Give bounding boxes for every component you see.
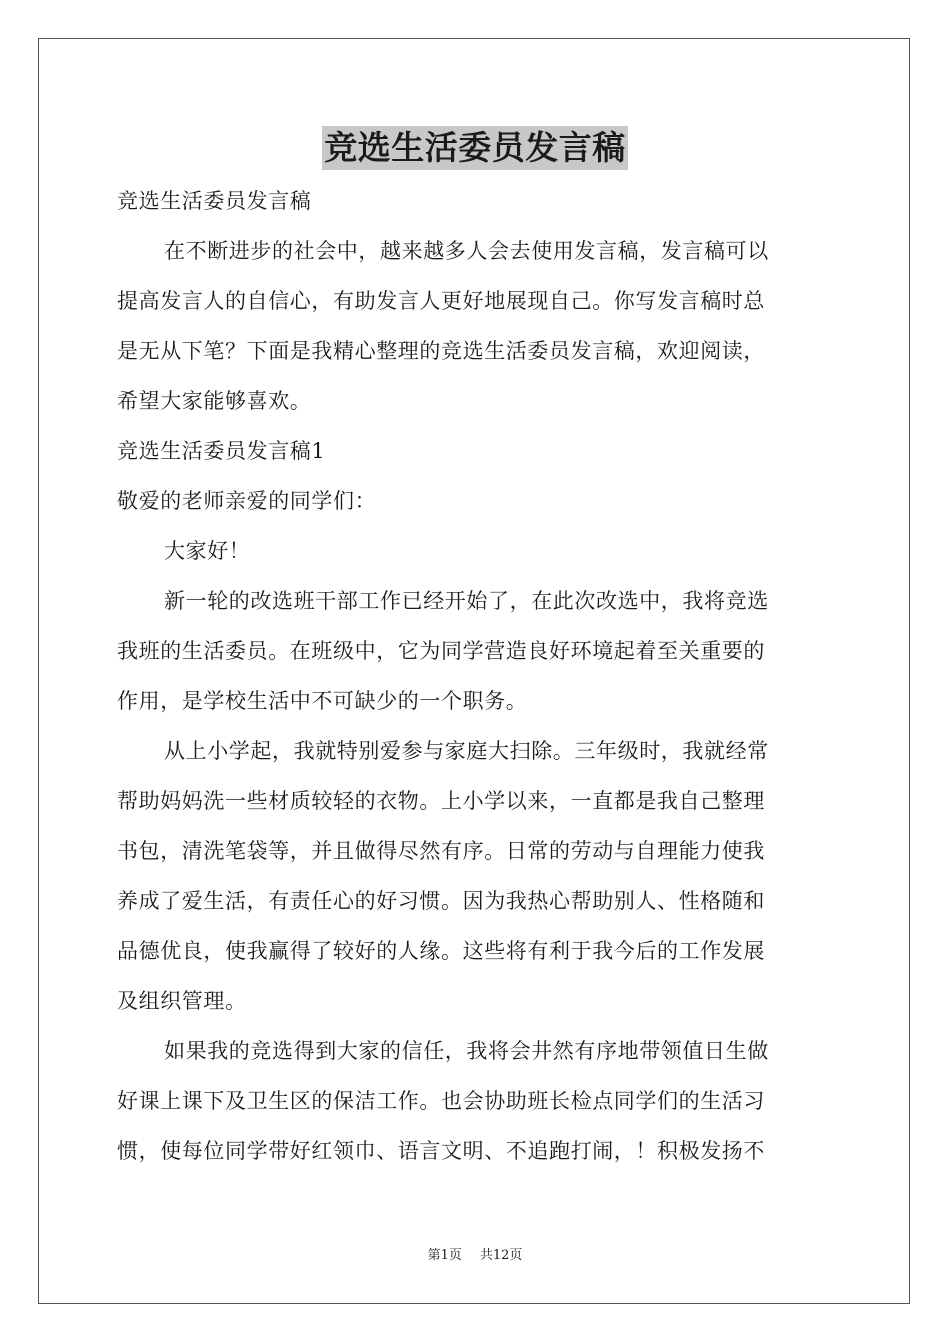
body-line: 惯，使每位同学带好红领巾、语言文明、不追跑打闹，！积极发扬不 bbox=[117, 1139, 765, 1163]
body-line: 书包，清洗笔袋等，并且做得尽然有序。日常的劳动与自理能力使我 bbox=[117, 839, 765, 863]
body-line: 品德优良，使我赢得了较好的人缘。这些将有利于我今后的工作发展 bbox=[117, 939, 765, 963]
body-line: 及组织管理。 bbox=[117, 989, 247, 1013]
body-line: 养成了爱生活，有责任心的好习惯。因为我热心帮助别人、性格随和 bbox=[117, 889, 765, 913]
body-line: 在不断进步的社会中，越来越多人会去使用发言稿，发言稿可以 bbox=[164, 239, 769, 263]
body-line: 我班的生活委员。在班级中，它为同学营造良好环境起着至关重要的 bbox=[117, 639, 765, 663]
body-line: 提高发言人的自信心，有助发言人更好地展现自己。你写发言稿时总 bbox=[117, 289, 765, 313]
body-line: 从上小学起，我就特别爱参与家庭大扫除。三年级时，我就经常 bbox=[164, 739, 769, 763]
body-line: 是无从下笔？下面是我精心整理的竞选生活委员发言稿，欢迎阅读， bbox=[117, 339, 765, 363]
document-title: 竞选生活委员发言稿 bbox=[322, 126, 628, 170]
body-line: 如果我的竞选得到大家的信任，我将会井然有序地带领值日生做 bbox=[164, 1039, 769, 1063]
title-container bbox=[0, 126, 950, 170]
body-line: 希望大家能够喜欢。 bbox=[117, 389, 312, 413]
body-line: 竞选生活委员发言稿 bbox=[117, 189, 312, 213]
page-number-current: 第1页 bbox=[427, 1248, 462, 1263]
page-number-total: 共12页 bbox=[479, 1248, 523, 1263]
page-footer bbox=[0, 1246, 950, 1266]
section-heading: 竞选生活委员发言稿1 bbox=[117, 439, 326, 463]
body-line: 新一轮的改选班干部工作已经开始了，在此次改选中，我将竞选 bbox=[164, 589, 769, 613]
body-line: 大家好！ bbox=[164, 539, 251, 563]
body-line: 作用，是学校生活中不可缺少的一个职务。 bbox=[117, 689, 528, 713]
document-body bbox=[117, 176, 833, 1176]
body-line: 帮助妈妈洗一些材质较轻的衣物。上小学以来，一直都是我自己整理 bbox=[117, 789, 765, 813]
body-line: 敬爱的老师亲爱的同学们： bbox=[117, 489, 377, 513]
body-line: 好课上课下及卫生区的保洁工作。也会协助班长检点同学们的生活习 bbox=[117, 1089, 765, 1113]
